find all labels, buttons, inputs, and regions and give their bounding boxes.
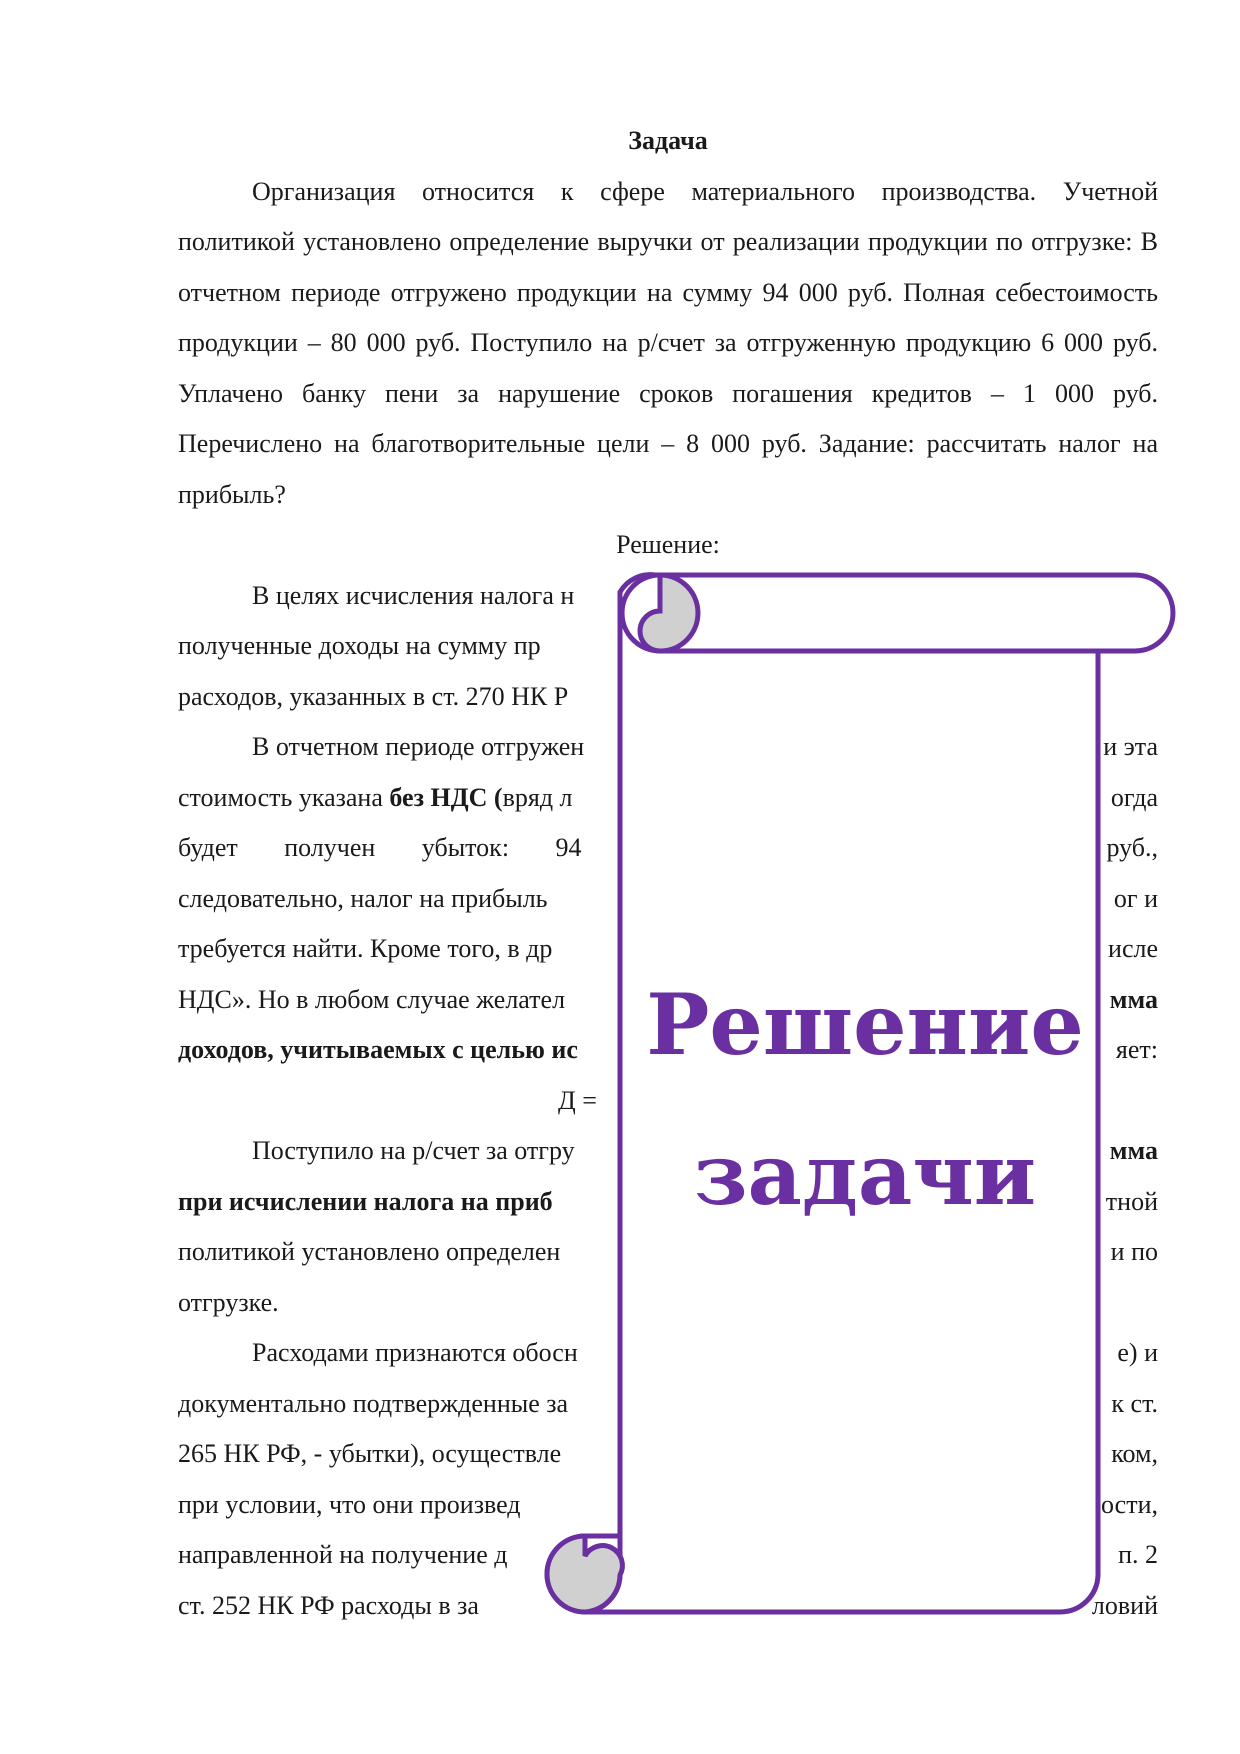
document-title: Задача: [628, 126, 708, 155]
line: ст. 252 НК РФ расходы в за ловий: [178, 1590, 1158, 1620]
solution-heading: Решение:: [616, 530, 720, 559]
line: требуется найти. Кроме того, в др исле: [178, 934, 1158, 963]
line: при исчислении налога на приб тной: [178, 1186, 1158, 1216]
banner-title: [630, 950, 1100, 1250]
formula: Д =: [558, 1085, 597, 1115]
line: Поступило на р/счет за отгру мма: [252, 1136, 1158, 1165]
line: В отчетном периоде отгружен и эта: [252, 732, 1158, 761]
line: при условии, что они произвед ости,: [178, 1489, 1158, 1519]
line: следовательно, налог на прибыль ог и: [178, 883, 1158, 913]
line: НДС». Но в любом случае желател мма: [178, 984, 1158, 1014]
line: стоимость указана без НДС (вряд л огда: [178, 782, 1158, 812]
line: Расходами признаются обосн е) и: [252, 1338, 1158, 1367]
banner-line-2: задачи: [693, 1125, 1037, 1224]
banner-line-1: Решение: [646, 975, 1084, 1074]
line: полученные доходы на сумму пр: [178, 631, 541, 660]
line: расходов, указанных в ст. 270 НК Р: [178, 681, 569, 711]
line: документально подтвержденные за к ст.: [178, 1388, 1158, 1418]
line: В целях исчисления налога н: [252, 580, 575, 610]
task-text: Организация относится к сфере материального производства. Учетной политикой установлено определение выручки от реализации продукции по отгрузке: В отчетном периоде отгружено продукции на сумму 94 000 руб. Полная себестоимость продукции – 80 000 руб. Поступило на р/счет за отгруженную продукцию 6 000 руб. Уплачено банку пени за нарушение сроков погашения кредитов – 1 000 руб. Перечислено на благотворительные цели – 8 000 руб. Задание: рассчитать налог на прибыль?: [178, 176, 1158, 509]
line: отгрузке.: [178, 1287, 279, 1317]
line: политикой установлено определен и по: [178, 1237, 1158, 1266]
line: будет получен убыток: 94 руб.,: [178, 833, 1158, 862]
line: направленной на получение д п. 2: [178, 1540, 1158, 1569]
line: 265 НК РФ, - убытки), осуществле ком,: [178, 1439, 1158, 1468]
line: доходов, учитываемых с целью ис яет:: [178, 1035, 1158, 1064]
